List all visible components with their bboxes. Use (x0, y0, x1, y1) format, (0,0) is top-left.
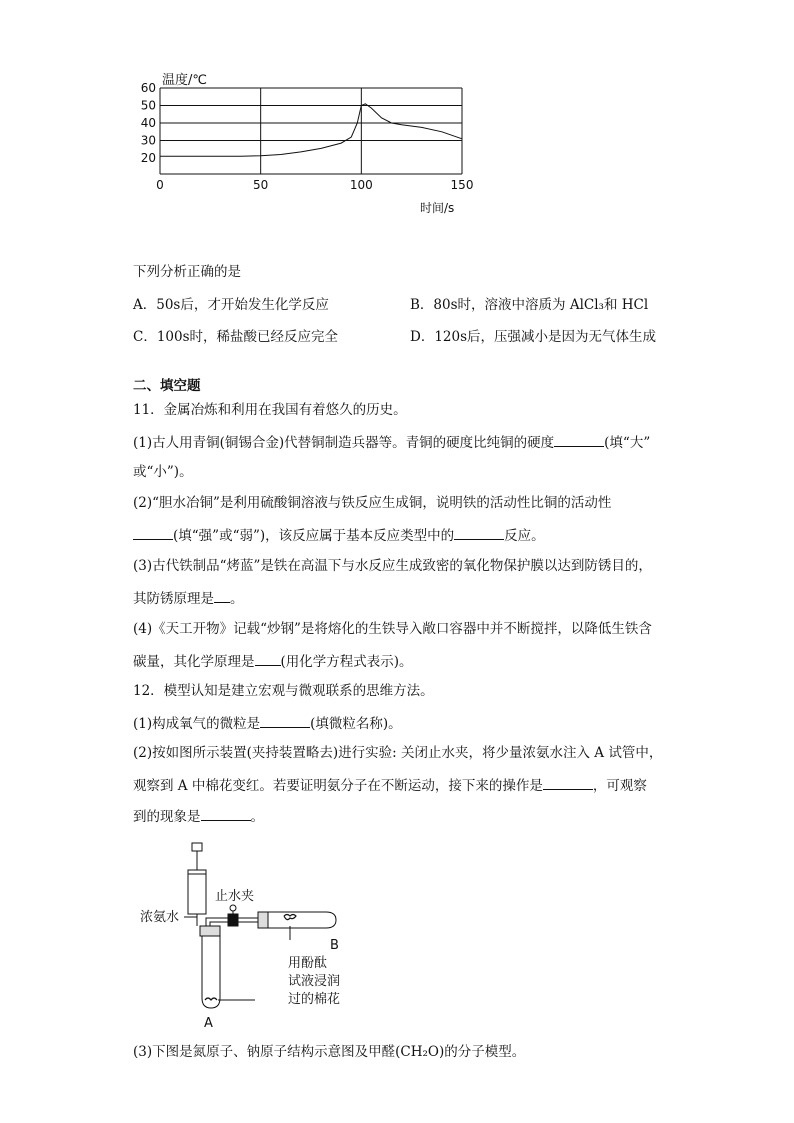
text: (填微粒名称)。 (310, 716, 402, 732)
text: 其防锈原理是 (133, 591, 214, 607)
chart-xlabel: 时间/s (420, 201, 455, 215)
x-tick-label: 50 (253, 178, 269, 192)
text: 反应。 (504, 528, 545, 544)
q11-stem: 11．金属冶炼和利用在我国有着悠久的历史。 (133, 402, 407, 418)
label-cotton-3: 过的棉花 (288, 992, 341, 1007)
q11-part3-line1: (3)古代铁制品“烤蓝”是铁在高温下与水反应生成致密的氧化物保护膜以达到防锈目的， (133, 558, 652, 574)
answer-blank[interactable] (133, 525, 173, 540)
option-text: 100s时，稀盐酸已经反应完全 (156, 329, 339, 345)
option-key: C． (133, 329, 157, 345)
q11-part1-line1 (133, 432, 650, 452)
y-tick-label: 50 (140, 98, 156, 113)
q12-part2-line1: (2)按如图所示装置(夹持装置略去)进行实验: 关闭止水夹，将少量浓氨水注入 A 试管中， (133, 745, 663, 761)
text: 。 (230, 591, 244, 607)
text: 观察到 A 中棉花变红。若要证明氨分子在不断运动，接下来的操作是 (133, 778, 543, 794)
option-key: D． (410, 329, 435, 345)
answer-blank[interactable] (201, 806, 251, 821)
q11-part4-line1: (4)《天工开物》记载“炒钢”是将熔化的生铁导入敞口容器中并不断搅拌，以降低生铁含 (133, 621, 652, 637)
section-title: 二、填空题 (133, 378, 201, 394)
ammonia-apparatus-diagram (140, 840, 370, 1035)
option-key: A． (133, 297, 157, 313)
text: (用化学方程式表示)。 (280, 654, 413, 670)
q11-part3-line2 (133, 588, 244, 608)
syringe-barrel (188, 870, 206, 914)
chart-series-line (160, 104, 462, 157)
q11-part2-line2 (133, 525, 545, 545)
label-a: A (204, 1016, 213, 1031)
q11-part2-line1: (2)“胆水冶铜”是利用硫酸铜溶液与铁反应生成铜，说明铁的活动性比铜的活动性 (133, 495, 612, 511)
text: (填“强”或“弱”)，该反应属于基本反应类型中的 (173, 528, 455, 544)
q10-option-a[interactable] (133, 296, 329, 314)
syringe-plunger-top (192, 843, 202, 851)
q12-part3: (3)下图是氮原子、钠原子结构示意图及甲醛(CH₂O)的分子模型。 (133, 1044, 526, 1060)
q12-part2-line2 (133, 775, 647, 795)
chart-grid (160, 88, 462, 174)
test-tube-a (202, 936, 220, 1008)
option-key: B． (410, 297, 434, 313)
answer-blank[interactable] (454, 525, 504, 540)
q11-part4-line2 (133, 651, 413, 671)
answer-blank[interactable] (214, 588, 230, 603)
text: (1)古人用青铜(铜锡合金)代替铜制造兵器等。青铜的硬度比纯铜的硬度 (133, 435, 555, 451)
q10-option-b[interactable] (410, 296, 648, 314)
text: ，可观察 (592, 778, 647, 794)
q10-prompt: 下列分析正确的是 (133, 264, 241, 280)
q12-part2-line3 (133, 806, 264, 826)
text: (1)构成氧气的微粒是 (133, 716, 261, 732)
option-text: 120s后，压强减小是因为无气体生成 (434, 329, 657, 345)
text: 碳量，其化学原理是 (133, 654, 255, 670)
text: 到的现象是 (133, 809, 201, 825)
q10-option-c[interactable] (133, 328, 338, 346)
q10-option-d[interactable] (410, 328, 656, 346)
label-b: B (330, 938, 339, 953)
x-tick-label: 150 (450, 178, 474, 192)
label-cotton-1: 用酚酞 (288, 956, 328, 971)
chart-ticks (141, 81, 474, 192)
x-tick-label: 100 (349, 178, 373, 192)
chart-ylabel: 温度/℃ (162, 73, 207, 88)
answer-blank[interactable] (255, 651, 281, 666)
x-tick-label: 0 (156, 178, 164, 192)
y-tick-label: 60 (140, 81, 156, 95)
q12-part1 (133, 713, 402, 733)
temperature-chart (130, 70, 490, 220)
cotton-in-a (205, 998, 217, 1000)
test-tube-b (268, 912, 336, 928)
text: (填“大” (604, 435, 651, 451)
cotton-in-b (284, 915, 296, 920)
water-clamp[interactable] (228, 914, 238, 926)
option-text: 50s后，才开始发生化学反应 (156, 297, 329, 313)
q12-stem: 12．模型认知是建立宏观与微观联系的思维方法。 (133, 683, 434, 699)
stopper-b (258, 912, 268, 928)
option-text: 80s时，溶液中溶质为 AlCl₃和 HCl (433, 297, 649, 313)
stopper-a (200, 926, 220, 936)
label-cotton-2: 试液浸润 (288, 974, 341, 989)
answer-blank[interactable] (260, 713, 310, 728)
q11-part1-line2: 或“小”)。 (133, 464, 193, 480)
label-ammonia: 浓氨水 (140, 910, 180, 925)
answer-blank[interactable] (543, 775, 593, 790)
answer-blank[interactable] (554, 432, 604, 447)
text: 。 (250, 809, 264, 825)
y-tick-label: 40 (140, 116, 156, 130)
label-clamp: 止水夹 (215, 889, 255, 904)
y-tick-label: 20 (140, 151, 156, 165)
y-tick-label: 30 (140, 133, 156, 148)
